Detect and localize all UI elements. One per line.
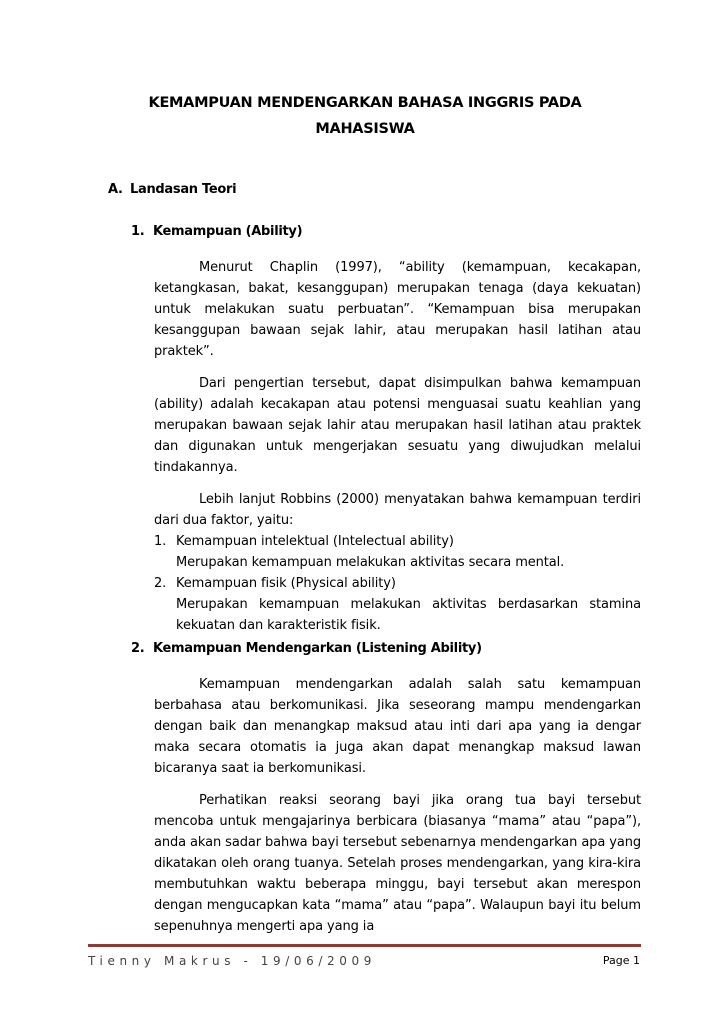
paragraph-listening: Kemampuan mendengarkan adalah salah satu kemampuan berbahasa atau berkomunikasi. Jika seseorang mampu mendengarkan dengan baik dan menangkap maksud atau inti dari apa yang ia dengar maka secara otomatis ia juga akan dapat menangkap maksud lawan bicaranya saat ia berkomunikasi. [154, 677, 641, 776]
paragraph-conclusion: Dari pengertian tersebut, dapat disimpulkan bahwa kemampuan (ability) adalah kecakapan atau potensi menguasai suatu keahlian yang merupakan bawaan sejak lahir atau merupakan hasil latihan atau praktek dan digunakan untuk mengerjakan sesuatu yang diwujudkan melalui tindakannya. [154, 376, 641, 475]
list-item: 2. Kemampuan fisik (Physical ability) Merupakan kemampuan melakukan aktivitas berdasarkan stamina kekuatan dan karakteristik fisik. [154, 576, 641, 633]
list-item: 1. Kemampuan intelektual (Intelectual ability) Merupakan kemampuan melakukan aktivitas secara mental. [154, 534, 565, 570]
section-heading-a [108, 182, 236, 197]
subsection-number: 2. [131, 641, 145, 656]
paragraph-baby: Perhatikan reaksi seorang bayi jika orang tua bayi tersebut mencoba untuk mengajarinya berbicara (biasanya “mama” atau “papa”), anda akan sadar bahwa bayi tersebut sebenarnya mendengarkan apa yang dikatakan oleh orang tuanya. Setelah proses mendengarkan, yang kira-kira membutuhkan waktu beberapa minggu, bayi tersebut akan merespon dengan mengucapkan kata “mama” atau “papa”. Walaupun bayi itu belum sepenuhnya mengerti apa yang ia [154, 793, 642, 934]
subsection-label: Kemampuan (Ability) [153, 224, 303, 239]
footer-divider [88, 944, 641, 947]
section-number: A. [108, 182, 123, 197]
paragraph-chaplin: Menurut Chaplin (1997), “ability (kemampuan, kecakapan, ketangkasan, bakat, kesanggupan) merupakan tenaga (daya kekuatan) untuk melakukan suatu perbuatan”. “Kemampuan bisa merupakan kesanggupan bawaan sejak lahir, atau merupakan hasil latihan atau praktek”. [154, 260, 641, 359]
section-label: Landasan Teori [130, 182, 237, 197]
factor-list [154, 531, 641, 636]
subsection-heading-2 [131, 641, 482, 656]
footer-author-date: Tienny Makrus - 19/06/2009 [88, 954, 376, 968]
subsection-number: 1. [131, 224, 145, 239]
paragraph-robbins: Lebih lanjut Robbins (2000) menyatakan bahwa kemampuan terdiri dari dua faktor, yaitu: [154, 492, 641, 528]
page-number: Page 1 [602, 954, 640, 967]
subsection-heading-1 [131, 224, 302, 239]
subsection-label: Kemampuan Mendengarkan (Listening Ability) [153, 641, 482, 656]
document-title: KEMAMPUAN MENDENGARKAN BAHASA INGGRIS PADA MAHASISWA [148, 95, 582, 137]
